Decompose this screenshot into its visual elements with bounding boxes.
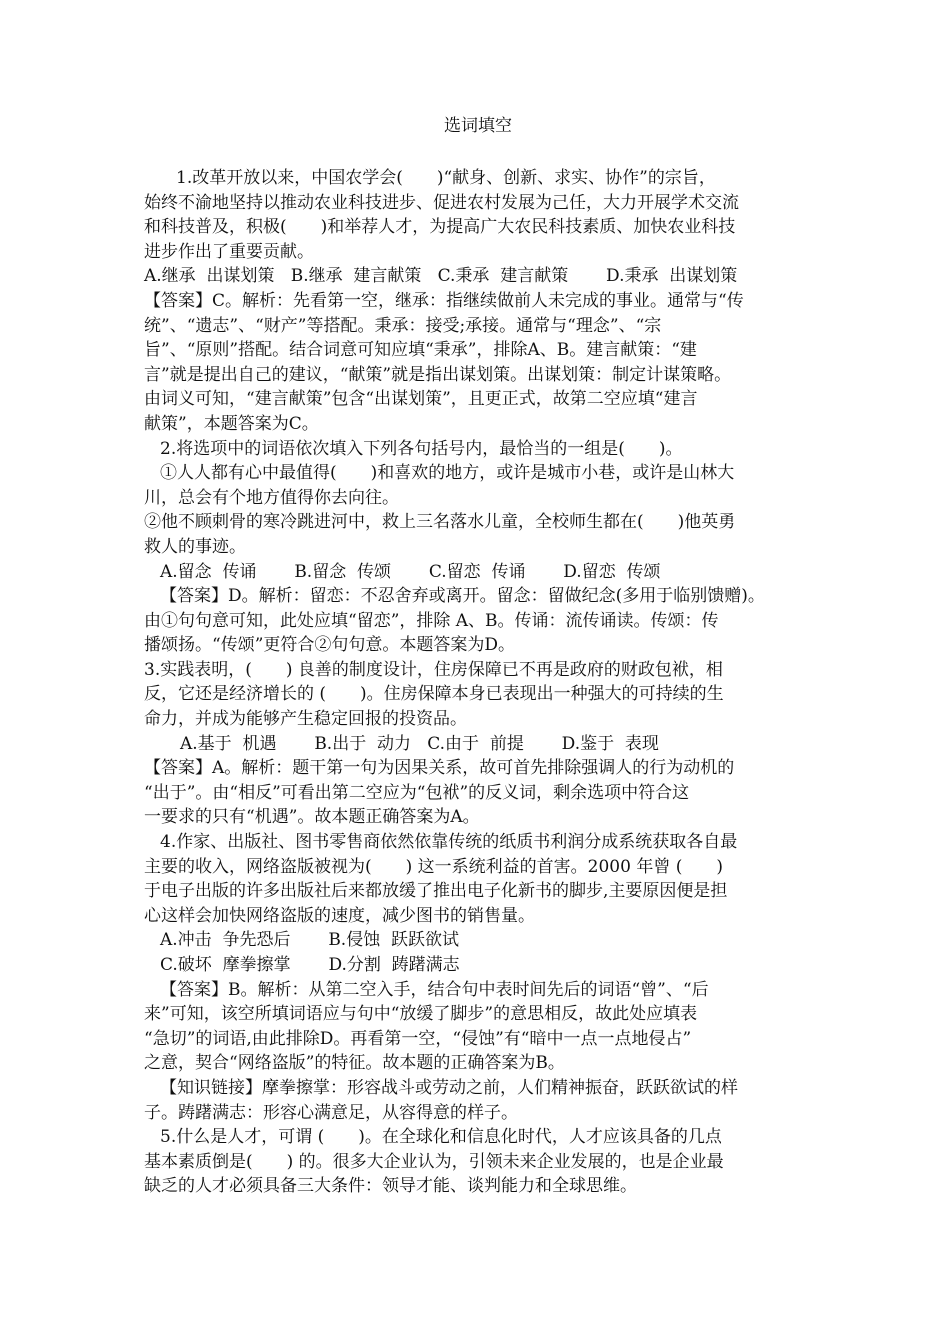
text-line: 川，总会有个地方值得你去向往。 bbox=[144, 487, 399, 508]
text-line: 旨”、“原则”搭配。结合词意可知应填“秉承”，排除A、B。建言献策：“建 bbox=[144, 340, 697, 361]
text-line: A.继承 出谋划策 B.继承 建言献策 C.秉承 建言献策 D.秉承 出谋划策 bbox=[144, 266, 738, 287]
text-line: 【知识链接】摩拳擦掌：形容战斗或劳动之前，人们精神振奋，跃跃欲试的样 bbox=[160, 1077, 738, 1098]
text-line: 子。踌躇满志：形容心满意足，从容得意的样子。 bbox=[144, 1102, 518, 1123]
text-line: 播颂扬。“传颂”更符合②句句意。本题答案为D。 bbox=[144, 635, 516, 656]
text-line: “出于”。由“相反”可看出第二空应为“包袱”的反义词，剩余选项中符合这 bbox=[144, 782, 690, 803]
text-line: 和科技普及，积极( )和举荐人才，为提高广大农民科技素质、加快农业科技 bbox=[144, 217, 736, 238]
text-line: 【答案】B。解析：从第二空入手，结合句中表时间先后的词语“曾”、“后 bbox=[160, 979, 709, 1000]
text-line: 献策”，本题答案为C。 bbox=[144, 413, 319, 434]
text-line: 救人的事迹。 bbox=[144, 536, 246, 557]
text-line: 3.实践表明，( ) 良善的制度设计，住房保障已不再是政府的财政包袱，相 bbox=[144, 659, 723, 680]
text-line: 之意，契合“网络盗版”的特征。故本题的正确答案为B。 bbox=[144, 1053, 565, 1074]
text-line: 反，它还是经济增长的 ( )。住房保障本身已表现出一种强大的可持续的生 bbox=[144, 684, 724, 705]
text-line: 一要求的只有“机遇”。故本题正确答案为A。 bbox=[144, 807, 480, 828]
text-line: 1.改革开放以来，中国农学会( )“献身、创新、求实、协作”的宗旨， bbox=[176, 168, 716, 188]
text-line: 【答案】C。解析：先看第一空，继承：指继续做前人未完成的事业。通常与“传 bbox=[144, 290, 744, 311]
document-body bbox=[144, 166, 812, 1199]
text-line: 【答案】A。解析：题干第一句为因果关系，故可首先排除强调人的行为动机的 bbox=[144, 758, 735, 779]
text-line: 由①句句意可知，此处应填“留恋”，排除 A、B。传诵：流传诵读。传颂：传 bbox=[144, 610, 719, 631]
text-line: 主要的收入，网络盗版被视为( ) 这一系统利益的首害。2000 年曾 ( ) bbox=[144, 856, 724, 877]
text-line: 进步作出了重要贡献。 bbox=[144, 241, 314, 262]
text-line: 于电子出版的许多出版社后来都放缓了推出电子化新书的脚步,主要原因便是担 bbox=[144, 881, 728, 902]
text-line: A.冲击 争先恐后 B.侵蚀 跃跃欲试 bbox=[160, 930, 460, 951]
text-line: 由词义可知，“建言献策”包含“出谋划策”，且更正式，故第二空应填“建言 bbox=[144, 389, 698, 410]
text-line: 来”可知，该空所填词语应与句中“放缓了脚步”的意思相反，故此处应填表 bbox=[144, 1004, 698, 1025]
text-line: 【答案】D。解析：留恋：不忍舍弃或离开。留念：留做纪念(多用于临别馈赠)。 bbox=[160, 586, 765, 607]
text-line: “急切”的词语,由此排除D。再看第一空，“侵蚀”有“暗中一点一点地侵占” bbox=[144, 1028, 692, 1049]
text-line: 4.作家、出版社、图书零售商依然依靠传统的纸质书利润分成系统获取各自最 bbox=[160, 832, 738, 853]
text-line: 5.什么是人才，可谓 ( )。在全球化和信息化时代，人才应该具备的几点 bbox=[160, 1127, 722, 1148]
text-line: 始终不渝地坚持以推动农业科技进步、促进农村发展为己任，大力开展学术交流 bbox=[144, 192, 739, 213]
document-title: 选词填空 bbox=[444, 116, 512, 136]
text-line: 2.将选项中的词语依次填入下列各句括号内，最恰当的一组是( )。 bbox=[160, 438, 683, 459]
text-line: 缺乏的人才必须具备三大条件：领导才能、谈判能力和全球思维。 bbox=[144, 1176, 637, 1197]
text-line: 命力，并成为能够产生稳定回报的投资品。 bbox=[144, 709, 467, 730]
text-line: 基本素质倒是( ) 的。很多大企业认为，引领未来企业发展的，也是企业最 bbox=[144, 1151, 724, 1172]
text-line: 心这样会加快网络盗版的速度，减少图书的销售量。 bbox=[144, 905, 535, 926]
text-line: ①人人都有心中最值得( )和喜欢的地方，或许是城市小巷，或许是山林大 bbox=[160, 463, 735, 484]
text-line: A.基于 机遇 B.出于 动力 C.由于 前提 D.鉴于 表现 bbox=[180, 733, 659, 754]
text-line: ②他不顾刺骨的寒冷跳进河中，救上三名落水儿童，全校师生都在( )他英勇 bbox=[144, 512, 736, 533]
text-line: C.破坏 摩拳擦掌 D.分割 踌躇满志 bbox=[160, 955, 460, 975]
document-page bbox=[144, 112, 812, 1199]
text-line: A.留念 传诵 B.留念 传颂 C.留恋 传诵 D.留恋 传颂 bbox=[160, 561, 661, 582]
text-line: 统”、“遗志”、“财产”等搭配。秉承：接受;承接。通常与“理念”、“宗 bbox=[144, 315, 662, 336]
text-line: 言”就是提出自己的建议，“献策”就是指出谋划策。出谋划策：制定计谋策略。 bbox=[144, 364, 732, 385]
